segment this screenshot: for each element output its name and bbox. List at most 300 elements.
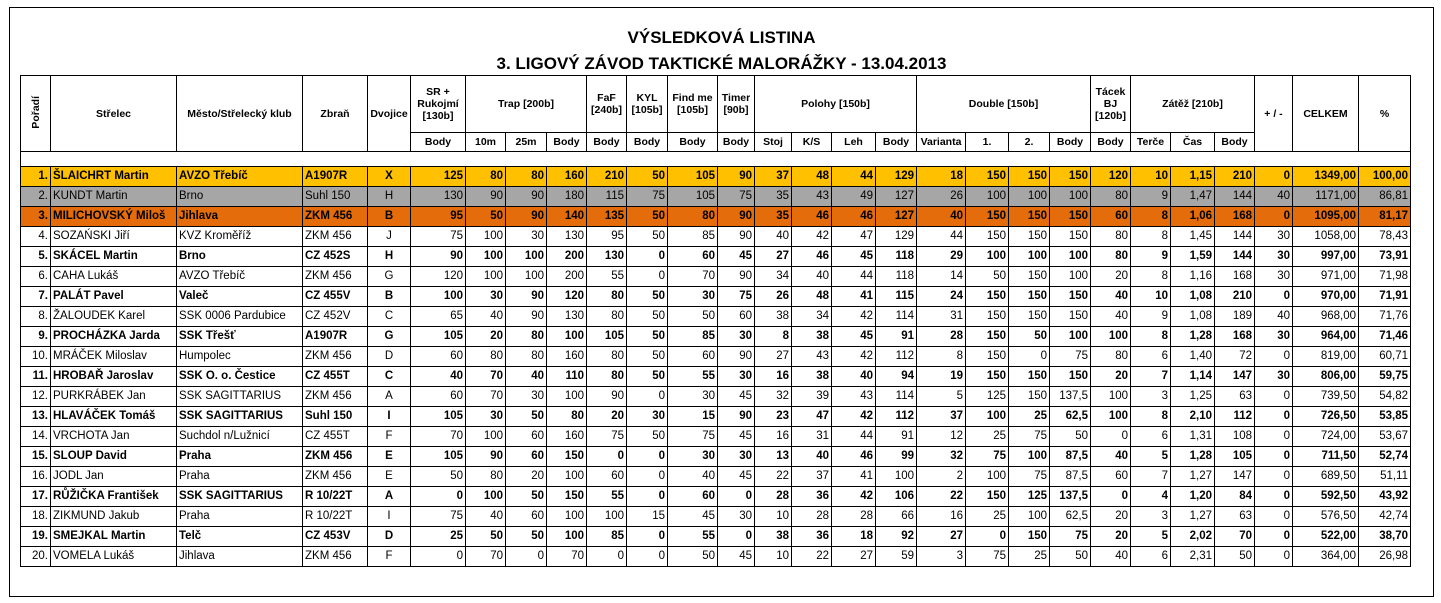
score-cell: 100 [876,467,917,487]
club-cell: Praha [177,447,303,467]
score-cell: 42 [832,487,876,507]
score-cell: 120 [411,267,466,287]
score-cell: 71,76 [1359,307,1411,327]
header-timer: Timer [90b] [718,76,755,133]
weapon-cell: ZKM 456 [303,227,368,247]
score-cell: 40 [1091,287,1131,307]
score-cell: 150 [1050,207,1091,227]
score-cell: 31 [792,427,832,447]
score-cell: 22 [755,467,792,487]
rank-cell: 8. [21,307,51,327]
score-cell: 130 [547,227,587,247]
score-cell: 60,71 [1359,347,1411,367]
score-cell: 48 [792,287,832,307]
subheader-cell: Leh [832,133,876,152]
score-cell: 100 [547,387,587,407]
score-cell: 150 [547,487,587,507]
score-cell: 70 [466,387,506,407]
score-cell: 80 [587,367,627,387]
score-cell: 130 [547,307,587,327]
subheader-cell: Stoj [755,133,792,152]
score-cell: 112 [1215,407,1255,427]
score-cell: 70 [466,547,506,567]
club-cell: KVZ Kroměříž [177,227,303,247]
score-cell: 47 [832,227,876,247]
pair-cell: E [368,447,411,467]
weapon-cell: A1907R [303,167,368,187]
score-cell: 20 [587,407,627,427]
score-cell: 50 [627,327,668,347]
score-cell: 10 [755,547,792,567]
subheader-cell: Body [627,133,668,152]
weapon-cell: ZKM 456 [303,467,368,487]
rank-cell: 5. [21,247,51,267]
score-cell: 0 [1255,447,1293,467]
score-cell: 114 [876,387,917,407]
score-cell: 0 [718,527,755,547]
score-cell: 46 [832,447,876,467]
score-cell: 1058,00 [1293,227,1359,247]
score-cell: 968,00 [1293,307,1359,327]
shooter-cell: ŠLAICHRT Martin [51,167,177,187]
score-cell: 0 [1255,467,1293,487]
score-cell: 28 [755,487,792,507]
score-cell: 130 [587,247,627,267]
score-cell: 137,5 [1050,387,1091,407]
pair-cell: D [368,527,411,547]
score-cell: 50 [627,207,668,227]
score-cell: 100 [1050,247,1091,267]
header-total: CELKEM [1293,76,1359,152]
club-cell: SSK SAGITTARIUS [177,407,303,427]
score-cell: 0 [718,487,755,507]
score-cell: 80 [466,167,506,187]
weapon-cell: ZKM 456 [303,267,368,287]
score-cell: 71,46 [1359,327,1411,347]
score-cell: 0 [1255,547,1293,567]
shooter-cell: PURKRÁBEK Jan [51,387,177,407]
score-cell: 26,98 [1359,547,1411,567]
score-cell: 8 [1131,207,1171,227]
table-row [21,167,1411,187]
score-cell: 150 [1009,367,1050,387]
score-cell: 35 [755,187,792,207]
score-cell: 30 [627,407,668,427]
score-cell: 100 [466,487,506,507]
score-cell: 30 [1255,247,1293,267]
score-cell: 168 [1215,327,1255,347]
score-cell: 70 [547,547,587,567]
pair-cell: A [368,487,411,507]
score-cell: 23 [755,407,792,427]
score-cell: 36 [792,487,832,507]
pair-cell: I [368,507,411,527]
score-cell: 40 [755,227,792,247]
score-cell: 200 [547,247,587,267]
score-cell: 45 [832,327,876,347]
score-cell: 70 [466,367,506,387]
score-cell: 6 [1131,347,1171,367]
score-cell: 0 [1255,287,1293,307]
score-cell: 0 [627,467,668,487]
score-cell: 1,40 [1171,347,1215,367]
score-cell: 18 [917,167,966,187]
score-cell: 16 [917,507,966,527]
pair-cell: F [368,547,411,567]
score-cell: 108 [1215,427,1255,447]
score-cell: 125 [411,167,466,187]
score-cell: 80 [1091,247,1131,267]
score-cell: 55 [587,267,627,287]
score-cell: 26 [917,187,966,207]
score-cell: 0 [1255,407,1293,427]
rank-cell: 6. [21,267,51,287]
score-cell: 210 [587,167,627,187]
score-cell: 1349,00 [1293,167,1359,187]
header-shooter: Střelec [51,76,177,152]
score-cell: 90 [718,407,755,427]
table-row [21,467,1411,487]
score-cell: 970,00 [1293,287,1359,307]
score-cell: 0 [1255,507,1293,527]
score-cell: 100 [466,227,506,247]
club-cell: SSK SAGITTARIUS [177,487,303,507]
score-cell: 38 [755,527,792,547]
subheader-cell: Čas [1171,133,1215,152]
score-cell: 576,50 [1293,507,1359,527]
rank-cell: 2. [21,187,51,207]
score-cell: 16 [755,427,792,447]
table-row [21,527,1411,547]
score-cell: 22 [792,547,832,567]
table-row [21,307,1411,327]
weapon-cell: R 10/22T [303,487,368,507]
score-cell: 1,28 [1171,447,1215,467]
score-cell: 105 [411,327,466,347]
score-cell: 1,59 [1171,247,1215,267]
subheader-cell: 2. [1009,133,1050,152]
score-cell: 160 [547,167,587,187]
score-cell: 52,74 [1359,447,1411,467]
score-cell: 10 [755,507,792,527]
rank-cell: 13. [21,407,51,427]
score-cell: 129 [876,227,917,247]
score-cell: 44 [832,167,876,187]
club-cell: Brno [177,187,303,207]
weapon-cell: CZ 455T [303,427,368,447]
score-cell: 1,45 [1171,227,1215,247]
score-cell: 150 [966,287,1009,307]
score-cell: 0 [1255,207,1293,227]
weapon-cell: ZKM 456 [303,387,368,407]
score-cell: 15 [668,407,718,427]
score-cell: 32 [755,387,792,407]
score-cell: 20 [1091,367,1131,387]
score-cell: 90 [466,187,506,207]
score-cell: 42,74 [1359,507,1411,527]
shooter-cell: SOZAŃSKI Jiří [51,227,177,247]
header-pair: Dvojice [368,76,411,152]
header-percent: % [1359,76,1411,152]
score-cell: 30 [718,447,755,467]
score-cell: 80 [466,347,506,367]
score-cell: 150 [1050,167,1091,187]
score-cell: 150 [966,307,1009,327]
score-cell: 40 [1091,447,1131,467]
score-cell: 87,5 [1050,447,1091,467]
score-cell: 41 [832,287,876,307]
score-cell: 129 [876,167,917,187]
score-cell: 150 [1009,287,1050,307]
score-cell: 160 [547,347,587,367]
score-cell: 0 [411,547,466,567]
score-cell: 40 [411,367,466,387]
page-subtitle: 3. LIGOVÝ ZÁVOD TAKTICKÉ MALORÁŽKY - 13.04.2013 [496,54,947,73]
score-cell: 42 [832,307,876,327]
score-cell: 100 [1091,407,1131,427]
score-cell: 1,06 [1171,207,1215,227]
score-cell: 92 [876,527,917,547]
score-cell: 70 [411,427,466,447]
pair-cell: A [368,387,411,407]
score-cell: 60 [668,247,718,267]
score-cell: 80 [1091,347,1131,367]
score-cell: 1,25 [1171,387,1215,407]
score-cell: 100 [1050,187,1091,207]
score-cell: 120 [1091,167,1131,187]
score-cell: 62,5 [1050,407,1091,427]
score-cell: 3 [1131,387,1171,407]
score-cell: 100 [1009,507,1050,527]
score-cell: 85 [668,227,718,247]
score-cell: 125 [966,387,1009,407]
rank-cell: 20. [21,547,51,567]
weapon-cell: ZKM 456 [303,207,368,227]
score-cell: 75 [1050,527,1091,547]
score-cell: 10 [1131,167,1171,187]
score-cell: 5 [1131,447,1171,467]
score-cell: 90 [718,267,755,287]
score-cell: 125 [1009,487,1050,507]
score-cell: 50 [627,227,668,247]
club-cell: SSK Třešť [177,327,303,347]
score-cell: 150 [966,227,1009,247]
score-cell: 32 [917,447,966,467]
shooter-cell: KUNDT Martin [51,187,177,207]
score-cell: 75 [966,547,1009,567]
score-cell: 90 [506,307,547,327]
shooter-cell: SMEJKAL Martin [51,527,177,547]
score-cell: 75 [718,287,755,307]
score-cell: 127 [876,207,917,227]
score-cell: 100 [1091,327,1131,347]
score-cell: 40 [1255,187,1293,207]
subheader-cell: Body [1091,133,1131,152]
shooter-cell: JODL Jan [51,467,177,487]
subheader-cell: 1. [966,133,1009,152]
score-cell: 30 [668,447,718,467]
table-row [21,347,1411,367]
score-cell: 80 [1091,187,1131,207]
score-cell: 55 [668,527,718,547]
score-cell: 1,08 [1171,307,1215,327]
score-cell: 150 [966,367,1009,387]
score-cell: 75 [587,427,627,447]
score-cell: 50 [627,427,668,447]
score-cell: 100 [1009,187,1050,207]
score-cell: 100 [466,427,506,447]
subheader-cell: Terče [1131,133,1171,152]
table-row [21,287,1411,307]
score-cell: 105 [411,407,466,427]
score-cell: 0 [1091,427,1131,447]
score-cell: 144 [1215,187,1255,207]
score-cell: 14 [917,267,966,287]
score-cell: 13 [755,447,792,467]
score-cell: 50 [466,527,506,547]
rank-cell: 16. [21,467,51,487]
spacer-row [21,152,1411,167]
score-cell: 5 [917,387,966,407]
score-cell: 60 [411,387,466,407]
pair-cell: B [368,287,411,307]
header-double: Double [150b] [917,76,1091,133]
score-cell: 26 [755,287,792,307]
header-polohy: Polohy [150b] [755,76,917,133]
score-cell: 94 [876,367,917,387]
pair-cell: B [368,207,411,227]
header-rank: Pořadí [21,76,51,152]
score-cell: 8 [1131,267,1171,287]
score-cell: 50 [1215,547,1255,567]
rank-cell: 4. [21,227,51,247]
score-cell: 27 [755,247,792,267]
score-cell: 135 [587,207,627,227]
club-cell: SSK 0006 Pardubice [177,307,303,327]
score-cell: 100 [547,467,587,487]
score-cell: 30 [668,387,718,407]
header-weapon: Zbraň [303,76,368,152]
score-cell: 8 [1131,407,1171,427]
score-cell: 2 [917,467,966,487]
score-cell: 60 [718,307,755,327]
score-cell: 42 [832,407,876,427]
score-cell: 34 [755,267,792,287]
score-cell: 80 [668,207,718,227]
score-cell: 30 [718,367,755,387]
score-cell: 34 [792,307,832,327]
header-plusminus: + / - [1255,76,1293,152]
score-cell: 90 [718,347,755,367]
score-cell: 48 [792,167,832,187]
table-row [21,547,1411,567]
score-cell: 2,10 [1171,407,1215,427]
club-cell: Valeč [177,287,303,307]
score-cell: 50 [1050,427,1091,447]
score-cell: 0 [1255,387,1293,407]
score-cell: 0 [1009,347,1050,367]
weapon-cell: ZKM 456 [303,547,368,567]
table-row [21,247,1411,267]
score-cell: 1,15 [1171,167,1215,187]
score-cell: 522,00 [1293,527,1359,547]
score-cell: 37 [792,467,832,487]
score-cell: 71,98 [1359,267,1411,287]
score-cell: 55 [668,367,718,387]
subheader-cell: Varianta [917,133,966,152]
score-cell: 80 [587,347,627,367]
score-cell: 38 [792,367,832,387]
header-trap: Trap [200b] [466,76,587,133]
subheader-cell: K/S [792,133,832,152]
score-cell: 43,92 [1359,487,1411,507]
score-cell: 105 [1215,447,1255,467]
score-cell: 30 [668,287,718,307]
subheader-cell: Body [587,133,627,152]
score-cell: 1,20 [1171,487,1215,507]
score-cell: 100 [966,187,1009,207]
score-cell: 118 [876,247,917,267]
score-cell: 12 [917,427,966,447]
score-cell: 87,5 [1050,467,1091,487]
shooter-cell: ZIKMUND Jakub [51,507,177,527]
pair-cell: I [368,407,411,427]
score-cell: 47 [792,407,832,427]
score-cell: 86,81 [1359,187,1411,207]
score-cell: 150 [1009,307,1050,327]
weapon-cell: Suhl 150 [303,407,368,427]
table-row [21,407,1411,427]
score-cell: 150 [1009,207,1050,227]
score-cell: 1,28 [1171,327,1215,347]
score-cell: 73,91 [1359,247,1411,267]
score-cell: 971,00 [1293,267,1359,287]
rank-cell: 1. [21,167,51,187]
score-cell: 63 [1215,507,1255,527]
score-cell: 38,70 [1359,527,1411,547]
score-cell: 35 [755,207,792,227]
score-cell: 46 [792,247,832,267]
subheader-cell: Body [1050,133,1091,152]
score-cell: 1,31 [1171,427,1215,447]
pair-cell: G [368,327,411,347]
pair-cell: E [368,467,411,487]
score-cell: 30 [1255,267,1293,287]
score-cell: 100 [547,507,587,527]
score-cell: 45 [668,507,718,527]
score-cell: 0 [627,267,668,287]
score-cell: 114 [876,307,917,327]
shooter-cell: HLAVÁČEK Tomáš [51,407,177,427]
results-body [21,152,1411,567]
table-row [21,387,1411,407]
score-cell: 80 [506,347,547,367]
table-row [21,447,1411,467]
score-cell: 100 [587,507,627,527]
table-row [21,367,1411,387]
score-cell: 43 [832,387,876,407]
score-cell: 44 [832,267,876,287]
score-cell: 9 [1131,307,1171,327]
header-findme: Find me [105b] [668,76,718,133]
score-cell: 200 [547,267,587,287]
score-cell: 0 [1255,527,1293,547]
score-cell: 75 [966,447,1009,467]
subheader-cell: 10m [466,133,506,152]
shooter-cell: ŽALOUDEK Karel [51,307,177,327]
score-cell: 22 [917,487,966,507]
table-row [21,227,1411,247]
